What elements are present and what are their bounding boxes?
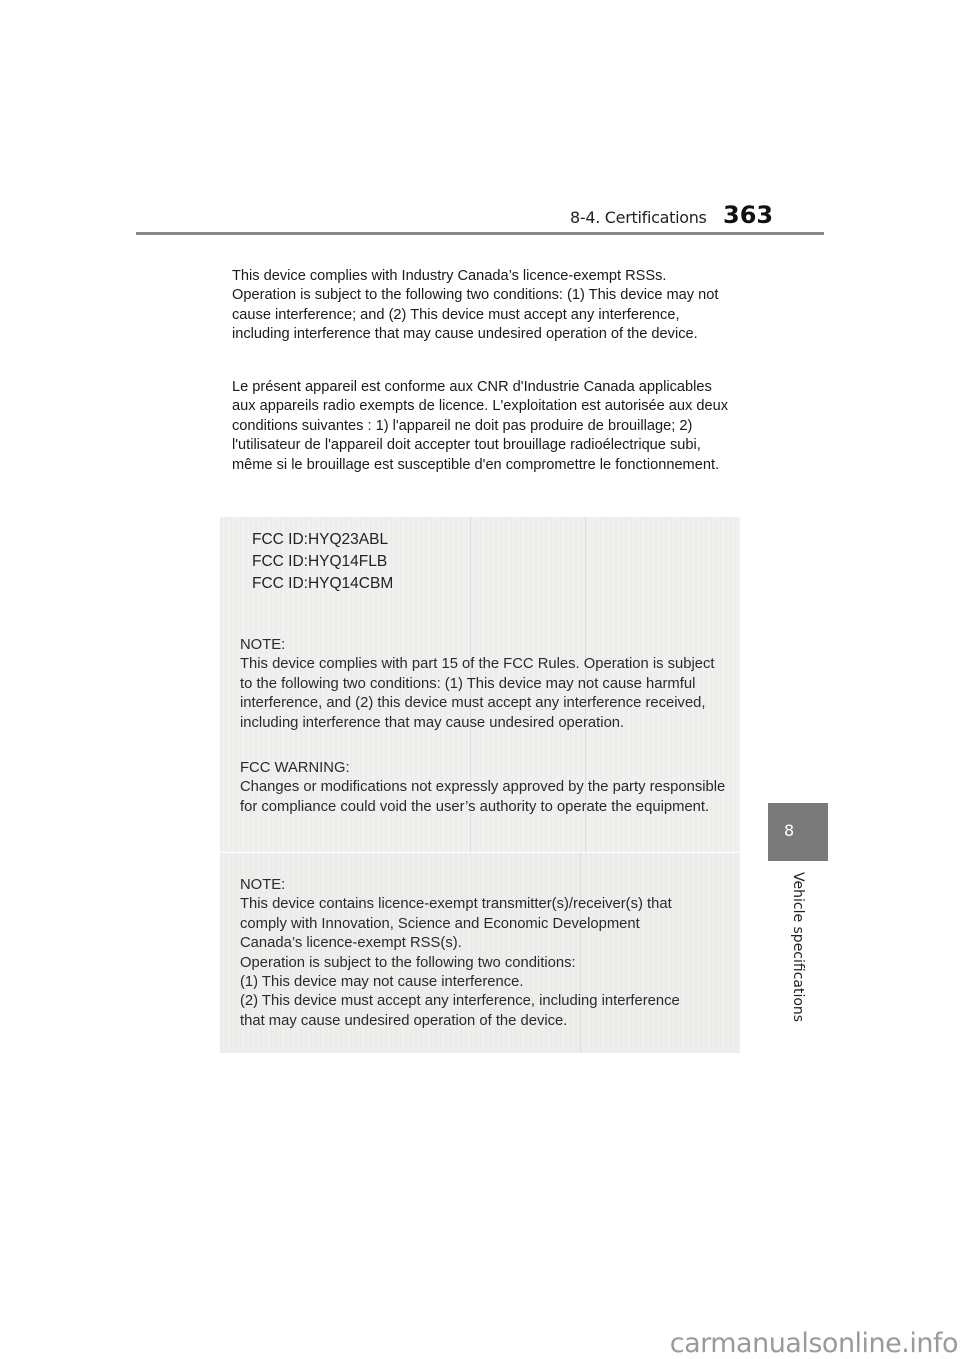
header-rule [136,232,824,235]
page-number: 363 [723,201,774,229]
fcc-id: FCC ID:HYQ23ABL [252,531,389,548]
section-title: 8-4. Certifications [570,208,707,227]
note-line: (1) This device may not cause interference. [240,974,524,991]
chapter-title-vertical: Vehicle specifications [790,872,806,1023]
chapter-number: 8 [784,821,795,840]
fcc-id: FCC ID:HYQ14FLB [252,553,388,570]
ised-notice-box [220,853,740,1053]
note-text: This device complies with part 15 of the FCC Rules. Operation is subject to the following two conditions: (1) This device may not cause harmful interference, and (2) this device must accept any interference received, including interference that may cause undesired operation. [240,656,715,731]
note-line: This device contains licence-exempt transmitter(s)/receiver(s) that comply with Innovation, Science and Economic Development Canada’s licence-exempt RSS(s). [240,896,672,952]
warning-text: Changes or modifications not expressly approved by the party responsible for compliance could void the user’s authority to operate the equipment. [240,779,726,815]
fcc-id-list [252,529,393,595]
fcc-notice-box [220,517,740,852]
paragraph-french: Le présent appareil est conforme aux CNR d'Industrie Canada applicables aux appareils radio exempts de licence. L'exploitation est autorisée aux deux conditions suivantes : 1) l'appareil ne doit pas produire de brouillage; 2) l'utilisateur de l'appareil doit accepter tout brouillage radioélectrique subi, même si le brouillage est susceptible d'en compromettre le fonctionnement. [232,379,729,473]
note-line: (2) This device must accept any interference, including interference that may cause undesired operation of the device. [240,993,680,1029]
paragraph-english: This device complies with Industry Canada’s licence-exempt RSSs. Operation is subject to the following two conditions: (1) This device may not cause interference; and (2) This device must accept any interference, including interference that may cause undesired operation of the device. [232,268,719,343]
note-line: Operation is subject to the following two conditions: [240,954,576,971]
warning-title: FCC WARNING: [240,760,350,776]
note-title: NOTE: [240,877,286,893]
watermark: carmanualsonline.info [669,1328,958,1359]
chapter-tab [768,803,828,861]
fcc-id: FCC ID:HYQ14CBM [252,575,394,592]
note-title: NOTE: [240,637,286,653]
